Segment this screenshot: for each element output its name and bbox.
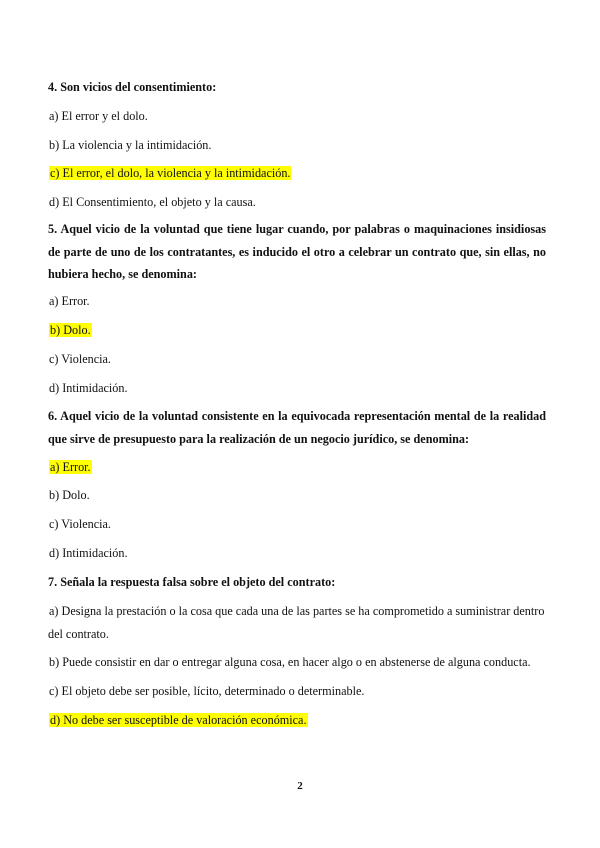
question-6-option-b: b) Dolo. xyxy=(49,488,90,502)
question-6: 6. Aquel vicio de la voluntad consistente en la equivocada representación mental de la realidad que sirve de presupuesto para la realización de un negocio jurídico, se denomina: xyxy=(48,409,546,446)
question-4-option-d: d) El Consentimiento, el objeto y la causa. xyxy=(49,195,256,209)
question-4-option-b: b) La violencia y la intimidación. xyxy=(49,138,212,152)
question-4: 4. Son vicios del consentimiento: xyxy=(48,80,217,94)
question-5-option-a: a) Error. xyxy=(49,294,90,308)
question-6-option-d: d) Intimidación. xyxy=(49,546,128,560)
question-7-option-a: a) Designa la prestación o la cosa que cada una de las partes se ha comprometido a suministrar dentro del contrato. xyxy=(48,604,545,641)
question-6-option-c: c) Violencia. xyxy=(49,517,111,531)
question-5-option-c: c) Violencia. xyxy=(49,352,111,366)
question-4-option-a: a) El error y el dolo. xyxy=(49,109,148,123)
question-4-option-c xyxy=(49,166,291,181)
question-7: 7. Señala la respuesta falsa sobre el objeto del contrato: xyxy=(48,575,336,589)
question-5-option-b xyxy=(49,323,92,338)
question-7-option-d xyxy=(49,713,308,728)
page-number: 2 xyxy=(297,780,303,792)
highlight-answer: b) Dolo. xyxy=(50,323,91,337)
highlight-answer: c) El error, el dolo, la violencia y la intimidación. xyxy=(50,166,291,180)
question-7-option-b: b) Puede consistir en dar o entregar alguna cosa, en hacer algo o en abstenerse de alguna conducta. xyxy=(49,655,531,669)
question-6-option-a xyxy=(49,460,92,475)
highlight-answer: d) No debe ser susceptible de valoración económica. xyxy=(50,713,307,727)
question-7-option-c: c) El objeto debe ser posible, lícito, determinado o determinable. xyxy=(49,684,365,698)
question-5: 5. Aquel vicio de la voluntad que tiene lugar cuando, por palabras o maquinaciones insidiosas de parte de uno de los contratantes, es inducido el otro a celebrar un contrato que, sin ellas, no hubiera hecho, se denomina: xyxy=(48,222,546,281)
highlight-answer: a) Error. xyxy=(50,460,91,474)
question-5-option-d: d) Intimidación. xyxy=(49,381,128,395)
